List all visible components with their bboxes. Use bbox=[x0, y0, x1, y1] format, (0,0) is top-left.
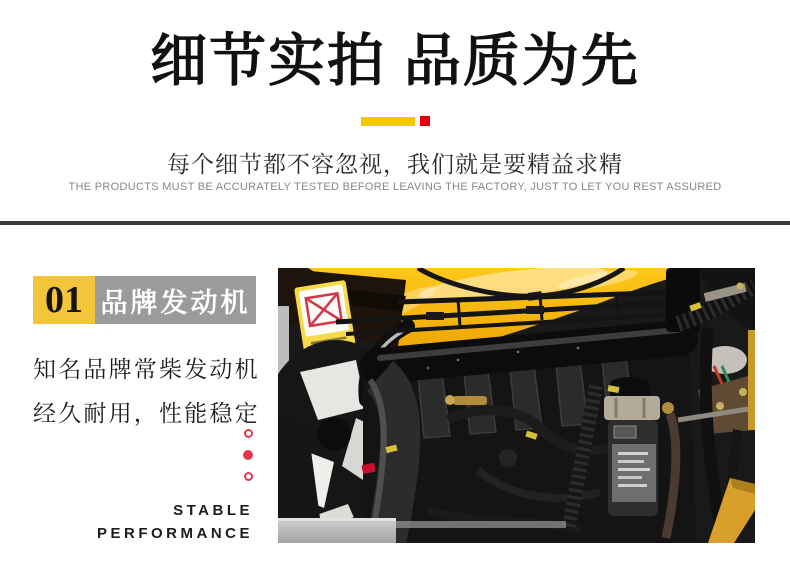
description-line-2: 经久耐用，性能稳定 bbox=[33, 400, 260, 426]
tagline-line-1: STABLE bbox=[173, 502, 253, 519]
accent-dots bbox=[242, 429, 254, 481]
description-line-1: 知名品牌常柴发动机 bbox=[33, 356, 260, 382]
subtitle-english: THE PRODUCTS MUST BE ACCURATELY TESTED BEFORE LEAVING THE FACTORY, JUST TO LET YOU REST ASSURED bbox=[68, 181, 722, 193]
engine-photo-illustration bbox=[278, 268, 755, 543]
section-divider bbox=[0, 221, 790, 225]
dot-ring-top bbox=[244, 429, 253, 438]
dot-filled-middle bbox=[243, 450, 253, 460]
title-accent bbox=[0, 116, 790, 126]
engine-photo bbox=[278, 268, 755, 543]
section-title-badge: 品牌发动机 bbox=[95, 276, 256, 324]
subtitle: 每个细节都不容忽视，我们就是要精益求精 bbox=[167, 151, 623, 177]
accent-square bbox=[420, 116, 430, 126]
tagline-line-2: PERFORMANCE bbox=[96, 525, 253, 542]
tagline-english bbox=[33, 499, 253, 545]
page-title: 细节实拍 品质为先 bbox=[150, 29, 640, 93]
dot-ring-bottom bbox=[244, 472, 253, 481]
accent-bar bbox=[361, 117, 415, 126]
section-number-badge: 01 bbox=[33, 276, 95, 324]
